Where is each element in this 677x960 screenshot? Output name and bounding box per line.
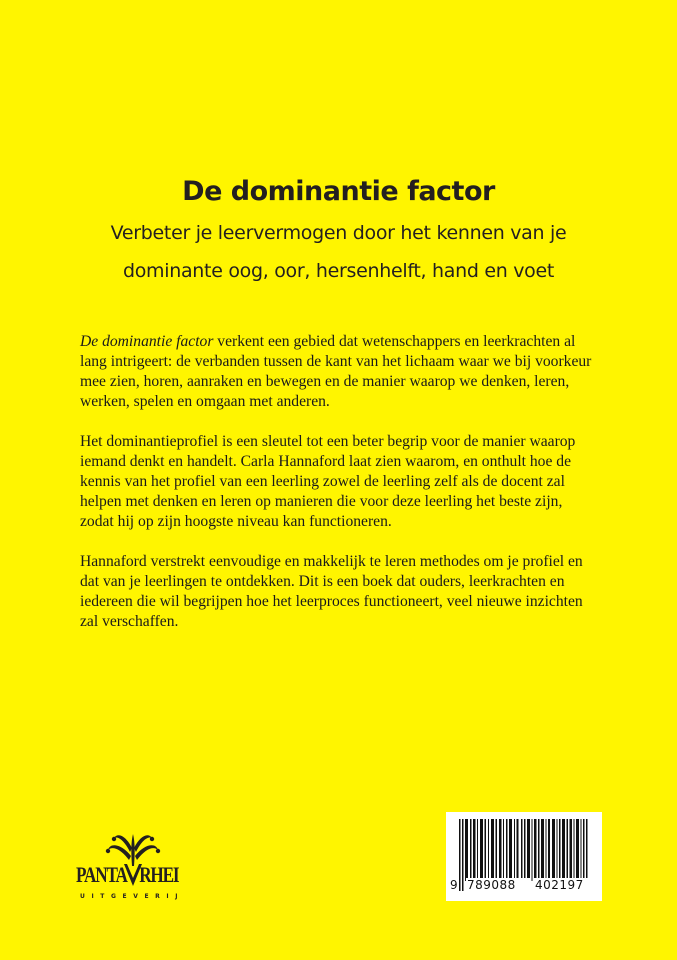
blurb-line: De dominantie factor verkent een gebied dat wetenschappers en leerkrachten al: [80, 333, 576, 350]
blurb-line: zodat hij op zijn hoogste niveau kan functioneren.: [80, 513, 392, 530]
blurb-line: Het dominantieprofiel is een sleutel tot een beter begrip voor de manier waarop: [80, 433, 576, 450]
publisher-logo: [78, 826, 188, 906]
blurb-line: mee zien, horen, aanraken en bewegen en de manier waarop we denken, leren,: [80, 373, 570, 390]
blurb-line: Hannaford verstrekt eenvoudige en makkelijk te leren methodes om je profiel en: [80, 553, 583, 570]
isbn-group-2: 402197: [534, 878, 598, 892]
publisher-wordmark: PANTA RHEI: [76, 862, 179, 887]
subtitle-line-2: dominante oog, oor, hersenhelft, hand en voet: [122, 260, 555, 282]
blurb: [80, 332, 640, 652]
blurb-line: iemand denkt en handelt. Carla Hannaford laat zien waarom, en onthult hoe de: [80, 453, 572, 470]
blurb-line: lang intrigeert: de verbanden tussen de kant van het lichaam waar we bij voorkeur: [80, 353, 592, 370]
isbn-first-digit: 9: [450, 878, 459, 892]
isbn-barcode: [446, 812, 602, 901]
isbn-number: [450, 878, 600, 892]
subtitle-line-1: Verbeter je leervermogen door het kennen van je: [110, 222, 567, 244]
blurb-line: werken, spelen en omgaan met anderen.: [80, 393, 330, 410]
book-title: De dominantie factor: [182, 176, 495, 207]
book-subtitle: [0, 214, 677, 290]
book-title-italic: De dominantie factor: [80, 333, 214, 350]
isbn-group-1: 789088: [466, 878, 530, 892]
blurb-line: iedereen die wil begrijpen hoe het leerproces functioneert, veel nieuwe inzichten: [80, 593, 583, 610]
blurb-line: dat van je leerlingen te ontdekken. Dit is een boek dat ouders, leerkrachten en: [80, 573, 565, 590]
blurb-line: helpen met denken en leren op manieren die voor deze leerling het beste zijn,: [80, 493, 563, 510]
blurb-line: zal verschaffen.: [80, 613, 179, 630]
blurb-paragraph-1: [80, 332, 640, 412]
publisher-imprint: UITGEVERIJ: [80, 893, 185, 900]
blurb-paragraph-3: [80, 552, 640, 632]
blurb-line: kennis van het profiel van een leerling zowel de leerling zelf als de docent zal: [80, 473, 565, 490]
blurb-paragraph-2: [80, 432, 640, 532]
